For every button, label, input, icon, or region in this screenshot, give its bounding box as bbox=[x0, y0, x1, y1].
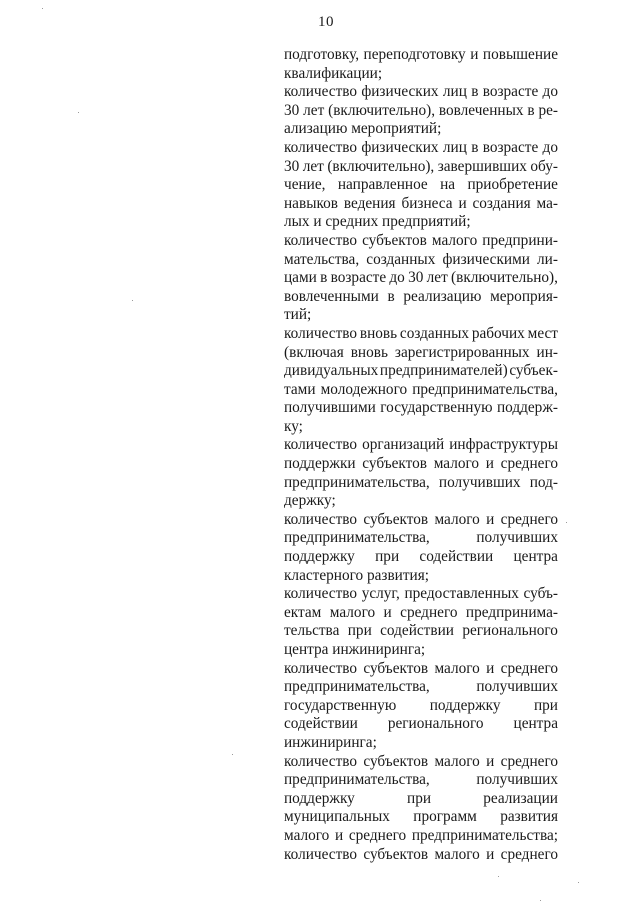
word: в bbox=[320, 269, 328, 287]
word: предпринимателей) bbox=[379, 362, 508, 380]
scan-speck bbox=[498, 876, 499, 877]
text-line bbox=[284, 455, 558, 474]
word: количество bbox=[284, 585, 358, 603]
text-line bbox=[284, 548, 558, 567]
word: и bbox=[486, 510, 495, 528]
word: реализацию bbox=[403, 287, 482, 305]
word: поддержку bbox=[284, 789, 355, 807]
word: малого bbox=[329, 603, 376, 621]
word: и bbox=[485, 455, 494, 473]
word: лиц bbox=[442, 83, 467, 101]
word: до bbox=[542, 83, 558, 101]
word: обу- bbox=[530, 157, 558, 175]
word: получивших bbox=[476, 678, 558, 696]
word: предпринима- bbox=[465, 603, 558, 621]
text-line bbox=[284, 846, 558, 865]
word: регионального bbox=[387, 715, 484, 733]
word: реализации bbox=[483, 789, 558, 807]
word: мательства, bbox=[284, 250, 360, 268]
word: лет bbox=[426, 269, 448, 287]
text-line bbox=[284, 697, 558, 716]
word: малого bbox=[434, 659, 480, 677]
word: до bbox=[389, 269, 405, 287]
word: среднего bbox=[348, 826, 407, 844]
word: получивших bbox=[476, 771, 558, 789]
word: возрасте bbox=[482, 83, 539, 101]
word: получивших bbox=[476, 529, 558, 547]
text-line bbox=[284, 46, 558, 65]
word: возрасте bbox=[482, 138, 539, 156]
text-line bbox=[284, 418, 558, 437]
line-text: кластерного развития; bbox=[284, 566, 430, 584]
word: субъектов bbox=[363, 659, 429, 677]
word: в bbox=[527, 101, 535, 119]
text-line bbox=[284, 213, 558, 232]
word: созданных bbox=[399, 324, 469, 342]
text-line bbox=[284, 734, 558, 753]
text-column bbox=[284, 46, 558, 864]
word: дивидуальных bbox=[284, 362, 379, 380]
word: программ bbox=[413, 808, 477, 826]
word: среднего bbox=[400, 603, 458, 621]
text-line bbox=[284, 529, 558, 548]
word: количество bbox=[284, 752, 358, 770]
text-line bbox=[284, 83, 558, 102]
word: ли- bbox=[537, 250, 558, 268]
word: в bbox=[387, 287, 395, 305]
word: количество bbox=[284, 138, 358, 156]
word: содействии bbox=[380, 622, 454, 640]
word: среднего bbox=[500, 510, 558, 528]
text-line bbox=[284, 660, 558, 679]
word: (включительно), bbox=[328, 101, 436, 119]
word: 30 bbox=[408, 269, 424, 287]
line-text: лых и средних предприятий; bbox=[284, 213, 471, 231]
word: количество bbox=[284, 510, 358, 528]
word: вновь bbox=[359, 324, 398, 342]
word: физических bbox=[361, 83, 439, 101]
word: получивших bbox=[438, 473, 521, 491]
word: государственную bbox=[380, 399, 493, 417]
word: количество bbox=[284, 659, 358, 677]
word: вовлеченных bbox=[438, 101, 524, 119]
word: предпринимательства, bbox=[284, 771, 430, 789]
word: в bbox=[471, 83, 479, 101]
text-line bbox=[284, 808, 558, 827]
text-line bbox=[284, 604, 558, 623]
word: на bbox=[440, 176, 456, 194]
word: при bbox=[407, 789, 432, 807]
word: субъектов bbox=[363, 845, 429, 863]
word: ре- bbox=[538, 101, 558, 119]
word: субъек- bbox=[509, 362, 558, 380]
word: вновь bbox=[350, 343, 388, 361]
text-line bbox=[284, 567, 558, 586]
word: в bbox=[471, 138, 479, 156]
page-number: 10 bbox=[318, 14, 334, 30]
word: содействии bbox=[284, 715, 358, 733]
text-line bbox=[284, 622, 558, 641]
text-line bbox=[284, 678, 558, 697]
text-line bbox=[284, 306, 558, 325]
word: навыков bbox=[284, 194, 339, 212]
text-line bbox=[284, 474, 558, 493]
scan-speck bbox=[232, 754, 233, 755]
word: (включительно), bbox=[327, 157, 435, 175]
word: ведения bbox=[343, 194, 396, 212]
word: при bbox=[533, 696, 558, 714]
word: 30 bbox=[284, 157, 300, 175]
text-line bbox=[284, 790, 558, 809]
word: субъ- bbox=[523, 585, 558, 603]
text-line bbox=[284, 65, 558, 84]
word: повышение bbox=[482, 46, 558, 63]
text-line bbox=[284, 641, 558, 660]
text-line bbox=[284, 715, 558, 734]
line-text: тий; bbox=[284, 306, 312, 324]
word: предоставленных bbox=[404, 585, 519, 603]
word: до bbox=[542, 138, 558, 156]
text-line bbox=[284, 232, 558, 251]
word: и bbox=[383, 603, 392, 621]
word: тельства bbox=[284, 622, 340, 640]
word: и bbox=[334, 826, 344, 844]
word: лиц bbox=[442, 138, 467, 156]
word: и bbox=[470, 46, 479, 63]
word: получившими bbox=[284, 399, 376, 417]
text-line bbox=[284, 585, 558, 604]
word: вовлеченными bbox=[284, 287, 379, 305]
word: среднего bbox=[500, 455, 558, 473]
word: поддерж- bbox=[496, 399, 558, 417]
word: малого bbox=[434, 752, 480, 770]
text-line bbox=[284, 436, 558, 455]
text-line bbox=[284, 381, 558, 400]
word: (включительно), bbox=[451, 269, 558, 287]
scan-speck bbox=[42, 8, 43, 9]
word: субъектов bbox=[363, 752, 429, 770]
text-line bbox=[284, 325, 558, 344]
text-line bbox=[284, 511, 558, 530]
word: под- bbox=[529, 473, 558, 491]
word: направленное bbox=[337, 176, 428, 194]
word: регионального bbox=[462, 622, 558, 640]
word: и bbox=[486, 845, 495, 863]
word: физических bbox=[361, 138, 439, 156]
text-line bbox=[284, 771, 558, 790]
line-text: ку; bbox=[284, 417, 303, 435]
word: количество bbox=[284, 436, 358, 454]
text-line bbox=[284, 120, 558, 139]
word: предпринимательства, bbox=[284, 678, 430, 696]
text-line bbox=[284, 362, 558, 381]
word: субъектов bbox=[363, 510, 429, 528]
line-text: держку; bbox=[284, 492, 336, 510]
word: создания bbox=[472, 194, 531, 212]
word: предпринимательства, bbox=[284, 473, 430, 491]
word: лет bbox=[303, 101, 325, 119]
text-line bbox=[284, 269, 558, 288]
scan-speck bbox=[566, 522, 567, 523]
word: подготовку, bbox=[284, 46, 360, 63]
word: поддержку bbox=[284, 548, 355, 566]
line-text: инжиниринга; bbox=[284, 733, 377, 751]
word: предпринимательства, bbox=[412, 380, 558, 398]
word: малого bbox=[431, 231, 478, 249]
word: ектам bbox=[284, 603, 322, 621]
text-line bbox=[284, 195, 558, 214]
word: предпринимательства; bbox=[411, 826, 558, 844]
word: инфраструктуры bbox=[449, 436, 558, 454]
text-line bbox=[284, 288, 558, 307]
word: чение, bbox=[284, 176, 326, 194]
word: тами bbox=[284, 380, 316, 398]
word: субъектов bbox=[362, 455, 428, 473]
word: завершивших bbox=[437, 157, 527, 175]
word: количество bbox=[284, 324, 358, 342]
word: малого bbox=[433, 455, 480, 473]
text-line bbox=[284, 827, 558, 846]
text-line bbox=[284, 399, 558, 418]
word: и bbox=[458, 194, 467, 212]
word: мест bbox=[527, 324, 558, 342]
word: возрасте bbox=[330, 269, 387, 287]
word: цами bbox=[284, 269, 317, 287]
word: лет bbox=[302, 157, 324, 175]
text-line bbox=[284, 492, 558, 511]
word: и bbox=[486, 752, 495, 770]
line-text: ализацию мероприятий; bbox=[284, 120, 442, 138]
word: услуг, bbox=[361, 585, 400, 603]
word: количество bbox=[284, 83, 358, 101]
word: организаций bbox=[362, 436, 445, 454]
word: малого bbox=[434, 845, 480, 863]
word: количество bbox=[284, 231, 358, 249]
word: при bbox=[375, 548, 400, 566]
word: среднего bbox=[500, 752, 558, 770]
word: предпринимательства, bbox=[284, 529, 430, 547]
scan-speck bbox=[540, 900, 541, 901]
text-line bbox=[284, 158, 558, 177]
word: муниципальных bbox=[284, 808, 390, 826]
word: бизнеса bbox=[401, 194, 453, 212]
word: переподготовку bbox=[363, 46, 466, 63]
word: среднего bbox=[500, 845, 558, 863]
word: молодежного bbox=[320, 380, 408, 398]
word: центра bbox=[513, 548, 558, 566]
text-line bbox=[284, 753, 558, 772]
word: рабочих bbox=[471, 324, 525, 342]
word: и bbox=[486, 659, 495, 677]
text-line bbox=[284, 139, 558, 158]
word: зарегистрированных bbox=[394, 343, 530, 361]
word: центра bbox=[513, 715, 558, 733]
word: мероприя- bbox=[490, 287, 558, 305]
word: поддержки bbox=[284, 455, 356, 473]
word: приобретение bbox=[467, 176, 558, 194]
word: ма- bbox=[536, 194, 558, 212]
word: созданных bbox=[366, 250, 436, 268]
text-line bbox=[284, 102, 558, 121]
word: поддержку bbox=[429, 696, 501, 714]
scan-speck bbox=[78, 112, 79, 113]
word: среднего bbox=[500, 659, 558, 677]
line-text: квалификации; bbox=[284, 64, 383, 82]
line-text: центра инжиниринга; bbox=[284, 641, 426, 658]
word: (включая bbox=[284, 343, 344, 361]
word: малого bbox=[284, 826, 330, 844]
scan-speck bbox=[132, 300, 133, 301]
word: 30 bbox=[284, 101, 300, 119]
word: физическими bbox=[442, 250, 530, 268]
word: при bbox=[347, 622, 372, 640]
word: предприни- bbox=[482, 231, 558, 249]
word: развития bbox=[500, 808, 558, 826]
text-line bbox=[284, 251, 558, 270]
word: субъектов bbox=[362, 231, 427, 249]
word: малого bbox=[434, 510, 480, 528]
word: содействии bbox=[419, 548, 494, 566]
word: ин- bbox=[536, 343, 558, 361]
word: государственную bbox=[284, 696, 397, 714]
word: количество bbox=[284, 845, 358, 863]
scan-speck bbox=[578, 882, 579, 883]
text-line bbox=[284, 176, 558, 195]
text-line bbox=[284, 344, 558, 363]
